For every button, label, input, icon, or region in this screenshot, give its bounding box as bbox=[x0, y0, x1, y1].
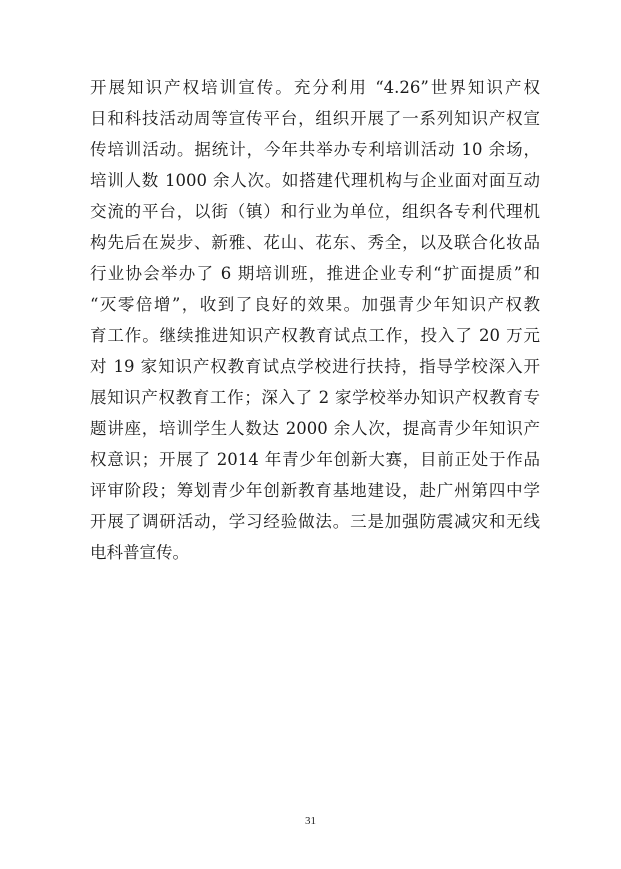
paragraph-line-15: 开展了调研活动，学习经验做法。三是加强防震减灾和无线 bbox=[90, 512, 540, 531]
paragraph-line-2: 日和科技活动周等宣传平台，组织开展了一系列知识产权宣 bbox=[90, 109, 540, 128]
paragraph-line-9: 育工作。继续推进知识产权教育试点工作，投入了 20 万元 bbox=[90, 326, 540, 345]
paragraph-line-13: 权意识；开展了 2014 年青少年创新大赛，目前正处于作品 bbox=[90, 450, 540, 469]
paragraph-line-1: 开展知识产权培训宣传。充分利用 “4.26”世界知识产权 bbox=[90, 78, 540, 97]
paragraph-line-3: 传培训活动。据统计，今年共举办专利培训活动 10 余场， bbox=[90, 140, 540, 159]
paragraph-line-16: 电科普宣传。 bbox=[90, 543, 189, 562]
paragraph-line-7: 行业协会举办了 6 期培训班，推进企业专利“扩面提质”和 bbox=[90, 264, 540, 283]
paragraph-line-6: 构先后在炭步、新雅、花山、花东、秀全，以及联合化妆品 bbox=[90, 233, 540, 252]
paragraph-line-11: 展知识产权教育工作；深入了 2 家学校举办知识产权教育专 bbox=[90, 388, 540, 407]
body-paragraph bbox=[90, 72, 540, 568]
paragraph-line-8: “灭零倍增”，收到了良好的效果。加强青少年知识产权教 bbox=[90, 295, 540, 314]
page-number: 31 bbox=[305, 815, 316, 827]
paragraph-line-5: 交流的平台，以街（镇）和行业为单位，组织各专利代理机 bbox=[90, 202, 540, 221]
paragraph-line-10: 对 19 家知识产权教育试点学校进行扶持，指导学校深入开 bbox=[90, 357, 540, 376]
paragraph-line-12: 题讲座，培训学生人数达 2000 余人次，提高青少年知识产 bbox=[90, 419, 540, 438]
paragraph-line-4: 培训人数 1000 余人次。如搭建代理机构与企业面对面互动 bbox=[90, 171, 540, 190]
paragraph-line-14: 评审阶段；筹划青少年创新教育基地建设，赴广州第四中学 bbox=[90, 481, 540, 500]
